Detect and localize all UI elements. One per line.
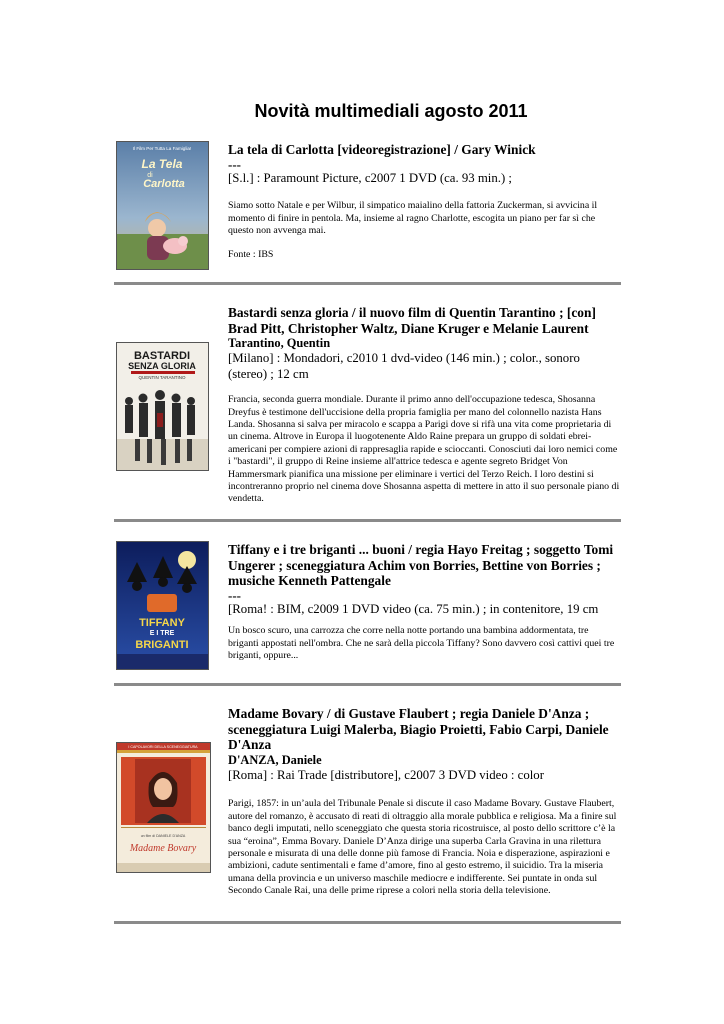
cover-title: E I TRE <box>149 630 175 637</box>
cover-title: SENZA GLORIA <box>128 361 196 371</box>
page-title: Novità multimediali agosto 2011 <box>254 101 528 121</box>
entry-title: La tela di Carlotta [videoregistrazione] / Gary Winick <box>228 142 536 157</box>
cover-title: La Tela <box>141 157 183 171</box>
cover-series: I CAPOLAVORI DELLA SCENEGGIATURA <box>128 745 198 749</box>
entry-description: Francia, seconda guerra mondiale. Durante il primo anno dell'occupazione tedesca, Shosanna Dreyfus è testimone dell'uccisione della propria famiglia per mano del colonnello nazista Hans Landa. Shosanna si salva per miracolo e scappa a Parigi dove si rifà una vita come proprietaria di un cinema. Altrove in Europa il luogotenente Aldo Raine prepara un gruppo di soldati ebrei-americani per compiere azioni di rappresaglia rapide e scioccanti. Conosciuti dai loro nemici come i "bastardi", il gruppo di Reine insieme all'attrice tedesca e agente segreto Bridget Von Hammersmark pianifica una missione per eliminare i vertici del Terzo Reich. I loro destini si incontreranno proprio nel cinema dove Shosanna aspetta di mettere in atto il suo personale piano di vendetta. <box>228 394 620 505</box>
cover-director: un film di DANIELE D'ANZA <box>140 834 186 838</box>
cover-art <box>117 743 210 872</box>
entry-publication: [S.l.] : Paramount Picture, c2007 1 DVD (ca. 93 min.) ; <box>228 170 512 185</box>
entry-author: Tarantino, Quentin <box>228 336 331 351</box>
entry-divider <box>114 282 621 285</box>
cover-art <box>117 142 208 269</box>
dvd-cover-image <box>116 141 209 270</box>
cover-art <box>117 542 208 669</box>
entry-publication: [Roma! : BIM, c2009 1 DVD video (ca. 75 min.) ; in contenitore, 19 cm <box>228 601 599 616</box>
entry-description: Parigi, 1857: in un’aula del Tribunale Penale si discute il caso Madame Bovary. Gustave Flaubert, autore del romanzo, è accusato di reati di oltraggio alla morale pubblica e religiosa. Ma a finire sul banco degli imputati, nello sceneggiato che questa storia ricostruisce, al posto dello scrittore c’è la sua “eroina”, Emma Bovary. Daniele D’Anza dirige una superba Carla Gravina in una rilettura personale e misurata di una delle donne più famose di Francia. Noia e disperazione, aspirazioni e ambizioni, cadute sentimentali e fame d’amore, fino al gesto estremo, il suicidio. Tra la miseria umana della provincia e un universo maschile mediocre e indifferente. Sei puntate in onda sul Secondo Canale Rai, una delle prime riprese a colori nella storia della televisione. <box>228 798 617 897</box>
entry-divider <box>114 519 621 522</box>
entry-publication: [Roma] : Rai Trade [distributore], c2007 3 DVD video : color <box>228 767 544 782</box>
cover-tagline: Il Film Per Tutta La Famiglia! <box>132 146 192 151</box>
dvd-cover-image <box>116 742 211 873</box>
entry-separator: --- <box>228 156 241 172</box>
entry-publication: [Milano] : Mondadori, c2010 1 dvd-video (146 min.) ; color., sonoro (stereo) ; 12 cm <box>228 351 580 381</box>
entry-title: Madame Bovary / di Gustave Flaubert ; regia Daniele D'Anza ; sceneggiatura Luigi Malerba, Biagio Proietti, Fabio Carpi, Daniele D'Anza <box>228 706 609 753</box>
cover-title: BASTARDI <box>133 350 191 362</box>
entry-description: Siamo sotto Natale e per Wilbur, il simpatico maialino della fattoria Zuckerman, si avvicina il momento di finire in pentola. Ma, insieme al ragno Charlotte, escogita un piano per far sì che questo non avvenga mai. <box>228 200 598 236</box>
cover-art <box>117 343 208 470</box>
entry-title: Bastardi senza gloria / il nuovo film di Quentin Tarantino ; [con] Brad Pitt, Christopher Waltz, Diane Kruger e Melanie Laurent <box>228 305 596 336</box>
cover-title: Madame Bovary <box>129 843 197 854</box>
entry-title: Tiffany e i tre briganti ... buoni / regia Hayo Freitag ; soggetto Tomi Ungerer ; sceneggiatura Achim von Borries, Bettine von Borries ; musiche Kenneth Pattengale <box>228 542 614 589</box>
entry-description: Un bosco scuro, una carrozza che corre nella notte portando una bambina addormentata, tre briganti appostati nell'ombra. Che ne sarà della piccola Tiffany? Sono davvero così cattivi quei tre briganti, oppure... <box>228 625 615 662</box>
entry-author: D'ANZA, Daniele <box>228 752 322 767</box>
entry-divider <box>114 683 621 686</box>
cover-title: TIFFANY <box>139 617 185 629</box>
cover-credit: QUENTIN TARANTINO <box>138 375 186 380</box>
cover-title: Carlotta <box>143 178 185 190</box>
dvd-cover-image <box>116 541 209 670</box>
cover-title: BRIGANTI <box>135 639 189 651</box>
entry-divider <box>114 921 621 924</box>
dvd-cover-image <box>116 342 209 471</box>
entry-source: Fonte : IBS <box>228 249 274 261</box>
cover-title: di <box>147 172 153 179</box>
entry-separator: --- <box>228 587 241 603</box>
